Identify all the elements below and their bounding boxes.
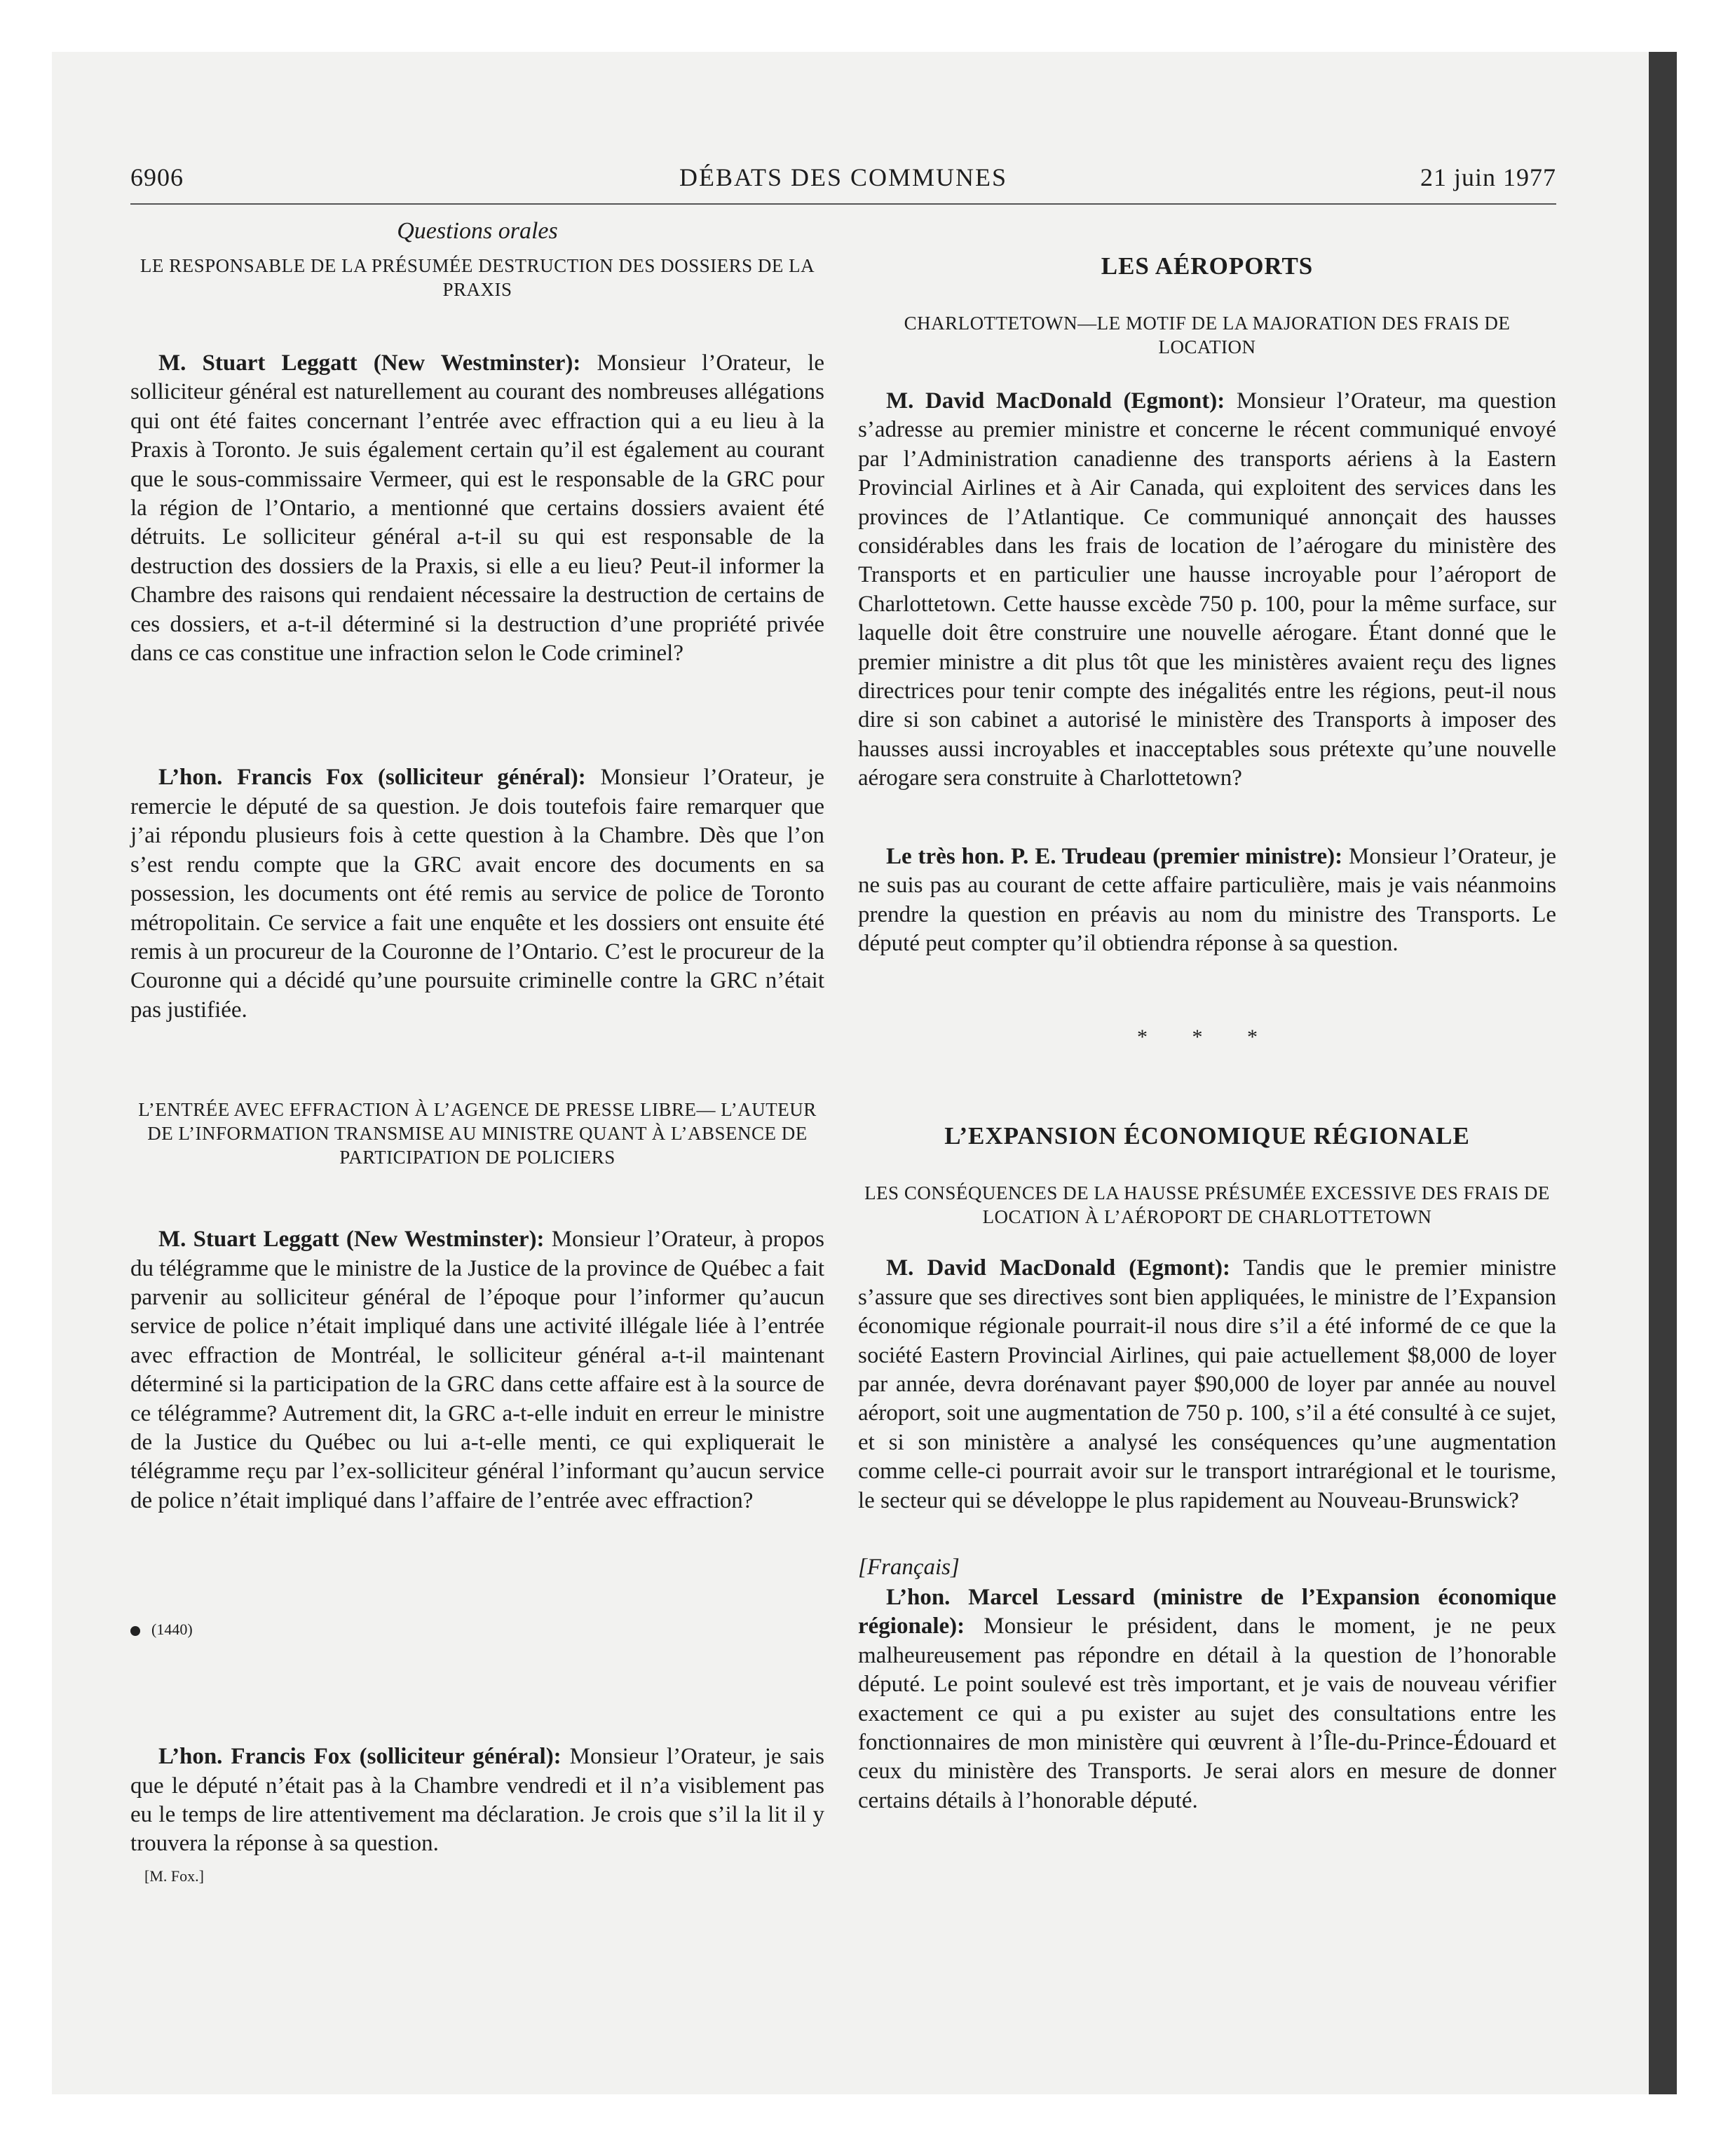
subheading: CHARLOTTETOWN—LE MOTIF DE LA MAJORATION DES FRAIS DE LOCATION — [904, 313, 1511, 357]
speech-paragraph — [858, 1254, 1556, 1515]
speaker-name: L’hon. Marcel Lessard (ministre de l’Expansion économique régionale): — [858, 1584, 1556, 1639]
page-header — [130, 163, 1556, 205]
speaker-name: M. David MacDonald (Egmont): — [886, 388, 1225, 414]
speaker-name: M. David MacDonald (Egmont): — [886, 1255, 1231, 1281]
speech-text: Monsieur l’Orateur, le solliciteur général est naturellement au courant des nombreuses allégations qui ont été faites concernant l’entrée avec effraction qui a eu lieu à la Praxis à Toronto. Je suis également certain qu’il est également au courant que le sous-commissaire Vermeer, qui est le responsable de la GRC pour la région de l’Ontario, a mentionné que certains dossiers avaient été détruits. Le solliciteur général a-t-il su qui est responsable de la destruction des dossiers de la Praxis, si elle a eu lieu? Peut-il informer la Chambre des raisons qui rendaient nécessaire la destruction de certains de ces dossiers, et a-t-il déterminé si la destruction d’une propriété privée dans ce cas constitue une infraction selon le Code criminel? — [130, 350, 824, 667]
speech-text: Tandis que le premier ministre s’assure que ses directives sont bien appliquées, le ministre de l’Expansion économique régionale pourrait-il nous dire s’il a été informé de ce que la société Eastern Provincial Airlines, qui paie actuellement $8,000 de loyer par année, devra dorénavant payer $90,000 de loyer par année au nouvel aéroport, soit une augmentation de 750 p. 100, s’il a été consulté à ce sujet, et si son ministère a analysé les conséquences qu’une augmentation comme celle-ci pourrait avoir sur le transport intrarégional et le tourisme, le secteur qui se développe le plus rapidement au Nouveau-Brunswick? — [858, 1255, 1557, 1513]
speech-paragraph — [130, 349, 824, 668]
left-column — [130, 217, 824, 1885]
page-date: 21 juin 1977 — [1420, 163, 1556, 191]
language-note: [Français] — [858, 1554, 960, 1580]
speech-paragraph — [858, 1583, 1556, 1815]
speaker-name: L’hon. Francis Fox (solliciteur général): — [158, 1744, 562, 1770]
scan-edge-shadow — [1649, 52, 1677, 2094]
speech-text: Monsieur le président, dans le moment, je ne peux malheureusement pas répondre en détail à la question de l’honorable député. Le point soulevé est très important, et je vais de nouveau vérifier exactement ce qui a pu exister au sujet des consultations entre les fonctionnaires de mon ministère qui œuvrent à l’Île-du-Prince-Édouard et ceux du ministère des Transports. Je serai alors en mesure de donner certains détails à l’honorable député. — [858, 1613, 1556, 1813]
speech-text: Monsieur l’Orateur, je remercie le député de sa question. Je dois toutefois faire remarquer que j’ai répondu plusieurs fois à cette question à la Chambre. Dès que l’on s’est rendu compte que la GRC avait encore des documents en sa possession, les documents ont été remis au service de police de Toronto métropolitain. Ce service a fait une enquête et les dossiers ont ensuite été remis à un procureur de la Couronne de l’Ontario. C’est le procureur de la Couronne qui a décidé qu’une poursuite criminelle contre la GRC n’était pas justifiée. — [130, 765, 824, 1023]
major-heading: LES AÉROPORTS — [1101, 252, 1314, 280]
speaker-name: M. Stuart Leggatt (New Westminster): — [158, 350, 581, 376]
subheading: L’ENTRÉE AVEC EFFRACTION À L’AGENCE DE PRESSE LIBRE— L’AUTEUR DE L’INFORMATION TRANSMISE AU MINISTRE QUANT À L’ABSENCE DE PARTICIPATION DE POLICIERS — [138, 1099, 817, 1168]
time-mark — [130, 1621, 824, 1639]
section-separator: * * * — [1137, 1025, 1277, 1049]
speech-text: Monsieur l’Orateur, je sais que le député n’était pas à la Chambre vendredi et il n’a visiblement pas eu le temps de lire attentivement ma déclaration. Je crois que s’il la lit il y trouvera la réponse à sa question. — [130, 1744, 825, 1857]
bullet-icon — [130, 1626, 140, 1636]
speech-text: Monsieur l’Orateur, ma question s’adresse au premier ministre et concerne le récent communiqué envoyé par l’Administration canadienne des transports aériens à la Eastern Provincial Airlines et à Air Canada, qui exploitent des services dans les provinces de l’Atlantique. Ce communiqué annonçait des hausses considérables dans les frais de location de l’aérogare du ministère des Transports et en particulier une hausse incroyable pour l’aéroport de Charlottetown. Cette hausse excède 750 p. 100, pour la même surface, sur laquelle doit être construire une nouvelle aérogare. Étant donné que le premier ministre a dit plus tôt que les ministères avaient reçu des lignes directrices pour tenir compte des inégalités entre les régions, peut-il nous dire si son cabinet a autorisé le ministère des Transports à imposer des hausses aussi incroyables et inacceptables sous prétexte qu’une nouvelle aérogare sera construite à Charlottetown? — [858, 388, 1556, 791]
subheading: LE RESPONSABLE DE LA PRÉSUMÉE DESTRUCTION DES DOSSIERS DE LA PRAXIS — [140, 255, 815, 300]
speech-text: Monsieur l’Orateur, à propos du télégramme que le ministre de la Justice de la province de Québec a fait parvenir au solliciteur général de l’époque pour l’informer qu’aucun service de police n’était impliqué dans une activité illégale liée à l’entrée avec effraction de Montréal, le solliciteur général a-t-il maintenant déterminé si la participation de la GRC dans cette affaire est à la source de ce télégramme? Autrement dit, la GRC a-t-elle induit en erreur le ministre de la Justice du Québec ou lui a-t-elle menti, ce qui expliquerait le télégramme reçu par l’ex-solliciteur général l’informant qu’aucun service de police n’était impliqué dans l’affaire de l’entrée avec effraction? — [130, 1227, 825, 1513]
page-number: 6906 — [130, 163, 184, 191]
speaker-name: Le très hon. P. E. Trudeau (premier ministre): — [886, 843, 1343, 869]
speech-paragraph — [130, 763, 824, 1025]
speech-paragraph — [858, 387, 1556, 793]
subheading: LES CONSÉQUENCES DE LA HAUSSE PRÉSUMÉE EXCESSIVE DES FRAIS DE LOCATION À L’AÉROPORT DE CHARLOTTETOWN — [864, 1182, 1550, 1228]
speaker-footnote: [M. Fox.] — [144, 1867, 204, 1885]
speaker-name: L’hon. Francis Fox (solliciteur général): — [158, 765, 586, 791]
major-heading: L’EXPANSION ÉCONOMIQUE RÉGIONALE — [944, 1122, 1470, 1150]
section-heading: Questions orales — [397, 218, 558, 244]
time-mark-text: (1440) — [151, 1621, 193, 1639]
speech-paragraph — [858, 842, 1556, 959]
publication-title: DÉBATS DES COMMUNES — [679, 163, 1008, 191]
speech-paragraph — [130, 1225, 824, 1515]
speech-text: Monsieur l’Orateur, je ne suis pas au courant de cette affaire particulière, mais je vais néanmoins prendre la question en préavis au nom du ministre des Transports. Le député peut compter qu’il obtiendra réponse à sa question. — [858, 843, 1557, 956]
speech-paragraph — [130, 1742, 824, 1859]
speaker-name: M. Stuart Leggatt (New Westminster): — [158, 1227, 545, 1253]
right-column — [858, 217, 1556, 1815]
